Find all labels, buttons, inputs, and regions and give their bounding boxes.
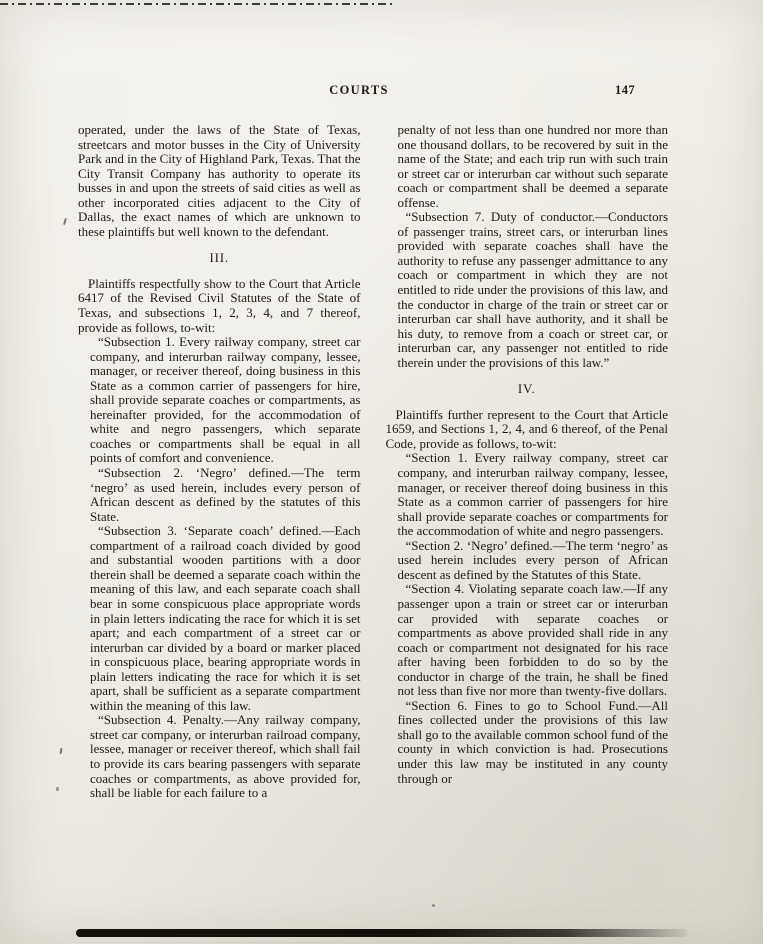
quoted-section-4: “Section 4. Violating separate coach law.—If any passenger upon a train or street car or interurban car provided with separate coaches or compartments as above provided shall ride in any coach or compartment not designated for his race after having been forbidden to do so by the conductor in charge of the train, he shall be fined not less than five nor more than twenty-five dollars. (397, 581, 668, 699)
quoted-subsection-4: “Subsection 4. Penalty.—Any railway company, street car company, or interurban railroad company, lessee, manager or receiver thereof, which shall fail to provide its cars bearing passengers with separate coaches or compartments, as above provided for, shall be liable for each failure to a (90, 712, 361, 801)
scan-artifact-bottom-line (76, 929, 688, 937)
scan-mark (63, 218, 67, 225)
left-column (78, 123, 361, 801)
quoted-subsection-7: “Subsection 7. Duty of conductor.—Conductors of passenger trains, street cars, or interurban lines provided with separate coaches shall have the authority to refuse any passenger admittance to any coach or compartment in which they are not entitled to ride under the provisions of this law, and the conductor in charge of the train or street car or interurban car shall have authority, and it shall be his duty, to remove from a coach or street car, or interurban car, any passenger not entitled to ride therein under the provisions of this law.” (397, 209, 668, 370)
two-column-text-block (78, 123, 668, 801)
scan-speck (432, 904, 435, 907)
paragraph: Plaintiffs respectfully show to the Court that Article 6417 of the Revised Civil Statutes of the State of Texas, and subsections 1, 2, 3, 4, and 7 thereof, provide as follows, to-wit: (78, 275, 361, 335)
quoted-subsection-2: “Subsection 2. ‘Negro’ defined.—The term ‘negro’ as used herein, includes every person of African descent as defined by the statutes of this State. (90, 465, 361, 524)
scan-mark (56, 787, 60, 791)
page-number: 147 (615, 83, 635, 97)
running-title: COURTS (329, 83, 389, 97)
scan-mark (59, 748, 62, 754)
paragraph-continuation: operated, under the laws of the State of Texas, streetcars and motor busses in the City of University Park and in the City of Highland Park, Texas. That the City Transit Company has authority to operate its busses in and upon the streets of said cities as well as other incorporated cities adjacent to the City of Dallas, the exact names of which are unknown to these plaintiffs but well known to the defendant. (78, 122, 361, 239)
right-column (386, 123, 669, 801)
quoted-section-2: “Section 2. ‘Negro’ defined.—The term ‘negro’ as used herein includes every person of African descent as defined by the Statutes of this State. (397, 537, 668, 582)
quoted-subsection-1: “Subsection 1. Every railway company, street car company, and interurban railway company, lessee, manager, or receiver thereof, doing business in this State as a common carrier of passengers for hire, shall provide separate coaches or compartments, as hereinafter provided, for the accommodation of white and negro passengers, which separate coaches or compartments shall be equal in all points of comfort and convenience. (90, 334, 361, 466)
running-header (78, 83, 668, 99)
paragraph: Plaintiffs further represent to the Court that Article 1659, and Sections 1, 2, 4, and 6 thereof, of the Penal Code, provide as follows, to-wit: (385, 406, 668, 451)
section-heading-iv: IV. (517, 381, 536, 397)
quoted-subsection-3: “Subsection 3. ‘Separate coach’ defined.—Each compartment of a railroad coach divided by good and substantial wooden partitions with a door therein shall be deemed a separate coach within the meaning of this law, and each separate coach shall bear in some conspicuous place appropriate words in plain letters indicating the race for which it is set apart; and each compartment of a street car or interurban car divided by a board or marker placed in conspicuous place, bearing appropriate words in plain letters indicating the race for which it is set apart, shall be sufficient as a separate compartment within the meaning of this law. (90, 523, 361, 713)
quoted-section-1: “Section 1. Every railway company, street car company, and interurban railway company, lessee, manager, or receiver thereof doing business in this State as a common carrier of passengers for hire shall provide separate coaches or compartments for the accommodation of white and negro passengers. (397, 450, 668, 539)
section-heading-iii: III. (209, 250, 229, 266)
quoted-subsection-4-continuation: penalty of not less than one hundred nor more than one thousand dollars, to be recovered by suit in the name of the State; and each trip run with such train or street car or interurban car without such separate coach or compartment shall be deemed a separate offense. (397, 122, 668, 210)
quoted-section-6: “Section 6. Fines to go to School Fund.—All fines collected under the provisions of this law shall go to the available common school fund of the county in which conviction is had. Prosecutions under this law may be instituted in any county through or (397, 697, 668, 786)
scan-artifact-dashed-line (0, 3, 392, 5)
